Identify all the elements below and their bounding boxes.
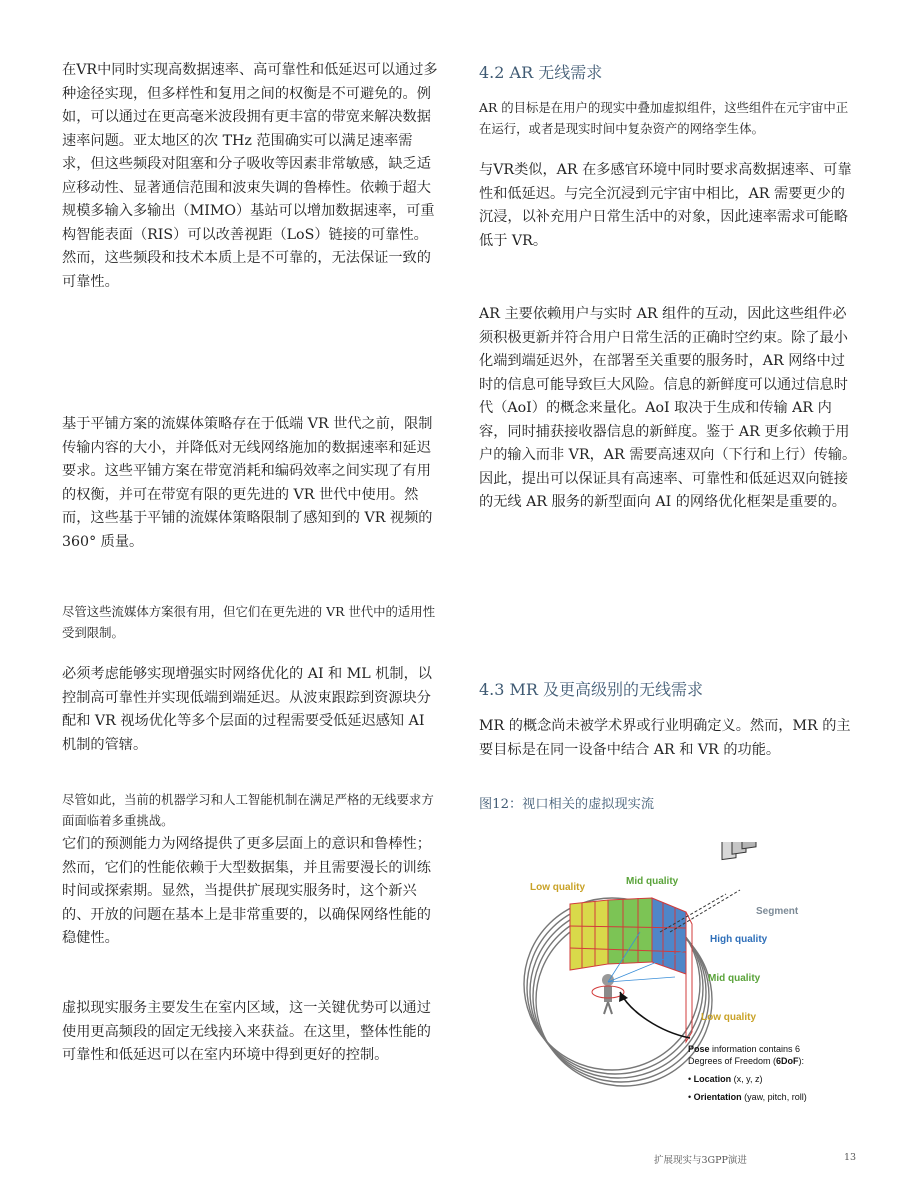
label-mid-quality-top: Mid quality [626,876,679,887]
right-paragraph-3: AR 主要依赖用户与实时 AR 组件的互动，因此这些组件必须积极更新并符合用户日常生活的正确时空约束。除了最小化端到端延迟外，在部署至关重要的服务时，AR 网络中过时的信息可能导致巨大风险。信息的新鲜度可以通过信息时代（AoI）的概念来量化。AoI 取决于生成和传输 AR 内容，同时捕获接收器信息的新鲜度。鉴于 AR 更多依赖于用户的输入而非 VR，AR 需要高速双向（下行和上行）传输。因此，提出可以保证具有高速率、可靠性和低延迟双向链接的无线 AR 服务的新型面向 AI 的网络优化框架是重要的。 [479,306,857,510]
right-paragraph-2: 与VR类似，AR 在多感官环境中同时要求高数据速率、可靠性和低延迟。与完全沉浸到元宇宙中相比，AR 需要更少的沉浸，以补充用户日常生活中的对象，因此速率需求可能略低于 VR。 [479,162,852,249]
footer-title: 扩展现实与3GPP演进 [654,1155,747,1166]
page-number: 13 [844,1152,857,1163]
section-heading-4-3: 4.3 MR 及更高级别的无线需求 [479,680,704,699]
location-text: (x, y, z) [731,1074,763,1084]
left-paragraph-1: 在VR中同时实现高数据速率、高可靠性和低延迟可以通过多种途径实现，但多样性和复用之间的权衡是不可避免的。例如，可以通过在更高毫米波段拥有更丰富的带宽来解决数据速率问题。亚太地区的次 THz 范围确实可以满足速率需求，但这些频段对阻塞和分子吸收等因素非常敏感，缺乏适应移动性、显著通信范围和波束失调的鲁棒性。依赖于超大规模多输入多输出（MIMO）基站可以增加数据速率，可重构智能表面（RIS）可以改善视距（LoS）链接的可靠性。然而，这些频段和技术本质上是不可靠的，无法保证一致的可靠性。 [62,62,438,290]
location-bold: Location [693,1074,732,1084]
viewport-tiles [570,898,692,1042]
left-paragraph-4: 必须考虑能够实现增强实时网络优化的 AI 和 ML 机制，以控制高可靠性并实现低端到端延迟。从波束跟踪到资源块分配和 VR 视场优化等多个层面的过程需要受低延迟感知 AI 机制的管辖。 [62,666,432,753]
right-paragraph-4: MR 的概念尚未被学术界或行业明确定义。然而，MR 的主要目标是在同一设备中结合 AR 和 VR 的功能。 [479,718,851,758]
tile-high-quality [652,898,686,974]
orientation-bold: Orientation [693,1092,742,1102]
left-paragraph-3: 尽管这些流媒体方案很有用，但它们在更先进的 VR 世代中的适用性受到限制。 [62,604,436,640]
right-paragraph-1: AR 的目标是在用户的现实中叠加虚拟组件，这些组件在元宇宙中正在运行，或者是现实时间中复杂资产的网络孪生体。 [479,100,849,136]
label-mid-quality-side: Mid quality [708,973,761,984]
left-paragraph-2: 基于平铺方案的流媒体策略存在于低端 VR 世代之前，限制传输内容的大小，并降低对无线网络施加的数据速率和延迟要求。这些平铺方案在带宽消耗和编码效率之间实现了有用的权衡，并可在带宽有限的更先进的 VR 世代中使用。然而，这些基于平铺的流媒体策略限制了感知到的 VR 视频的 360° 质量。 [62,416,433,550]
left-paragraph-5: 尽管如此，当前的机器学习和人工智能机制在满足严格的无线要求方面面临着多重挑战。 [62,792,434,828]
pose-text-3: ): [798,1056,805,1066]
pose-line-1 [688,1044,800,1054]
label-low-quality-top: Low quality [530,882,585,893]
pose-bold: Pose [688,1044,710,1054]
bullet-location: • Location (x, y, z) [688,1074,763,1084]
left-paragraph-6: 它们的预测能力为网络提供了更多层面上的意识和鲁棒性；然而，它们的性能依赖于大型数据集，并且需要漫长的训练时间或探索期。显然，当提供扩展现实服务时，这个新兴的、开放的问题在基本上是非常重要的，以确保网络性能的稳健性。 [62,836,431,946]
orientation-text: (yaw, pitch, roll) [741,1092,807,1102]
pose-text-2: Degrees of Freedom ( [688,1056,777,1066]
label-segment: Segment [756,906,799,917]
label-low-quality-side: Low quality [701,1012,756,1023]
pose-arrow [620,992,690,1038]
left-paragraph-7: 虚拟现实服务主要发生在室内区域，这一关键优势可以通过使用更高频段的固定无线接入来获益。在这里，整体性能的可靠性和低延迟可以在室内环境中得到更好的控制。 [62,1000,431,1063]
tile-low-quality [570,900,608,970]
tile-mid-quality [608,898,652,964]
pose-6dof: 6DoF [776,1056,799,1066]
figure-caption: 图12：视口相关的虚拟现实流 [479,797,655,812]
bullet-orientation: • Orientation (yaw, pitch, roll) [688,1092,807,1102]
pose-text-1: information contains 6 [709,1044,801,1054]
viewport-vr-streaming-figure [520,842,860,1112]
section-heading-4-2: 4.2 AR 无线需求 [479,63,603,82]
pose-line-2 [688,1056,804,1066]
label-high-quality: High quality [710,934,768,945]
